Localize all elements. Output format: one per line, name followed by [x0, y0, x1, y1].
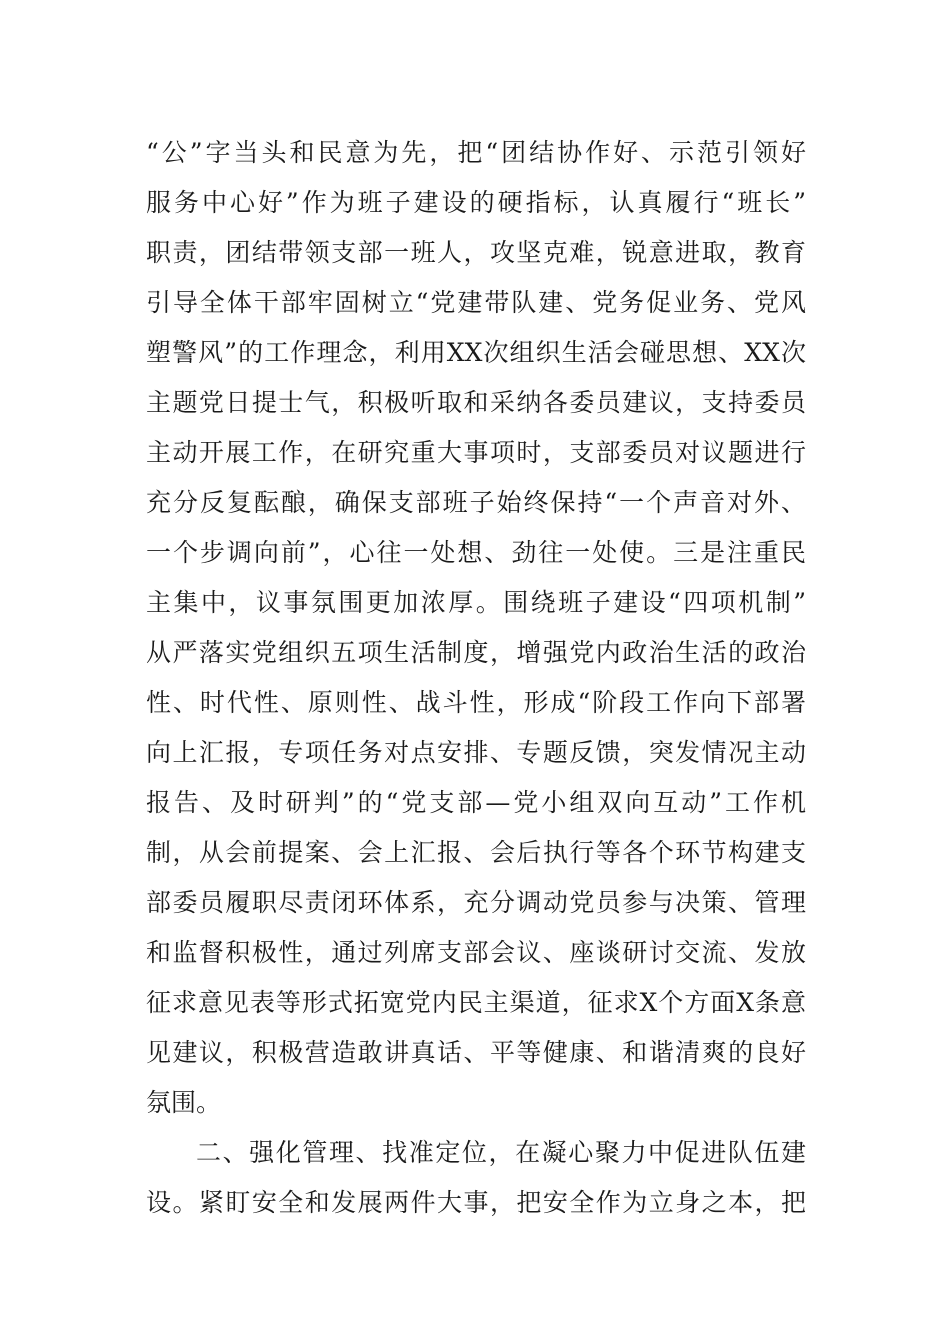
text-line: 部委员履职尽责闭环体系，充分调动党员参与决策、管理 [146, 888, 806, 917]
text-line: 服务中心好”作为班子建设的硬指标，认真履行“班长” [146, 188, 806, 217]
text-line: 见建议，积极营造敢讲真话、平等健康、和谐清爽的良好 [146, 1038, 806, 1067]
text-line: 设。紧盯安全和发展两件大事，把安全作为立身之本，把 [146, 1188, 806, 1217]
text-line: 一个步调向前”，心往一处想、劲往一处使。三是注重民 [146, 538, 806, 567]
text-line: 主集中，议事氛围更加浓厚。围绕班子建设“四项机制” [146, 588, 806, 617]
text-line: 塑警风”的工作理念，利用XX次组织生活会碰思想、XX次 [146, 338, 806, 367]
text-line: “公”字当头和民意为先，把“团结协作好、示范引领好 [146, 138, 806, 167]
text-line: 和监督积极性，通过列席支部会议、座谈研讨交流、发放 [146, 938, 806, 967]
text-line: 主题党日提士气，积极听取和采纳各委员建议，支持委员 [146, 388, 806, 417]
section-heading-line: 二、强化管理、找准定位，在凝心聚力中促进队伍建 [196, 1138, 806, 1167]
text-line: 职责，团结带领支部一班人，攻坚克难，锐意进取，教育 [146, 238, 806, 267]
text-line: 充分反复酝酿，确保支部班子始终保持“一个声音对外、 [146, 488, 806, 517]
text-line: 报告、及时研判”的“党支部—党小组双向互动”工作机 [146, 788, 806, 817]
text-line: 主动开展工作，在研究重大事项时，支部委员对议题进行 [146, 438, 806, 467]
text-line: 制，从会前提案、会上汇报、会后执行等各个环节构建支 [146, 838, 806, 867]
text-line: 氛围。 [146, 1088, 222, 1117]
text-line: 向上汇报，专项任务对点安排、专题反馈，突发情况主动 [146, 738, 806, 767]
text-line: 从严落实党组织五项生活制度，增强党内政治生活的政治 [146, 638, 806, 667]
text-line: 征求意见表等形式拓宽党内民主渠道，征求X个方面X条意 [146, 988, 806, 1017]
text-line: 性、时代性、原则性、战斗性，形成“阶段工作向下部署 [146, 688, 806, 717]
text-line: 引导全体干部牢固树立“党建带队建、党务促业务、党风 [146, 288, 806, 317]
